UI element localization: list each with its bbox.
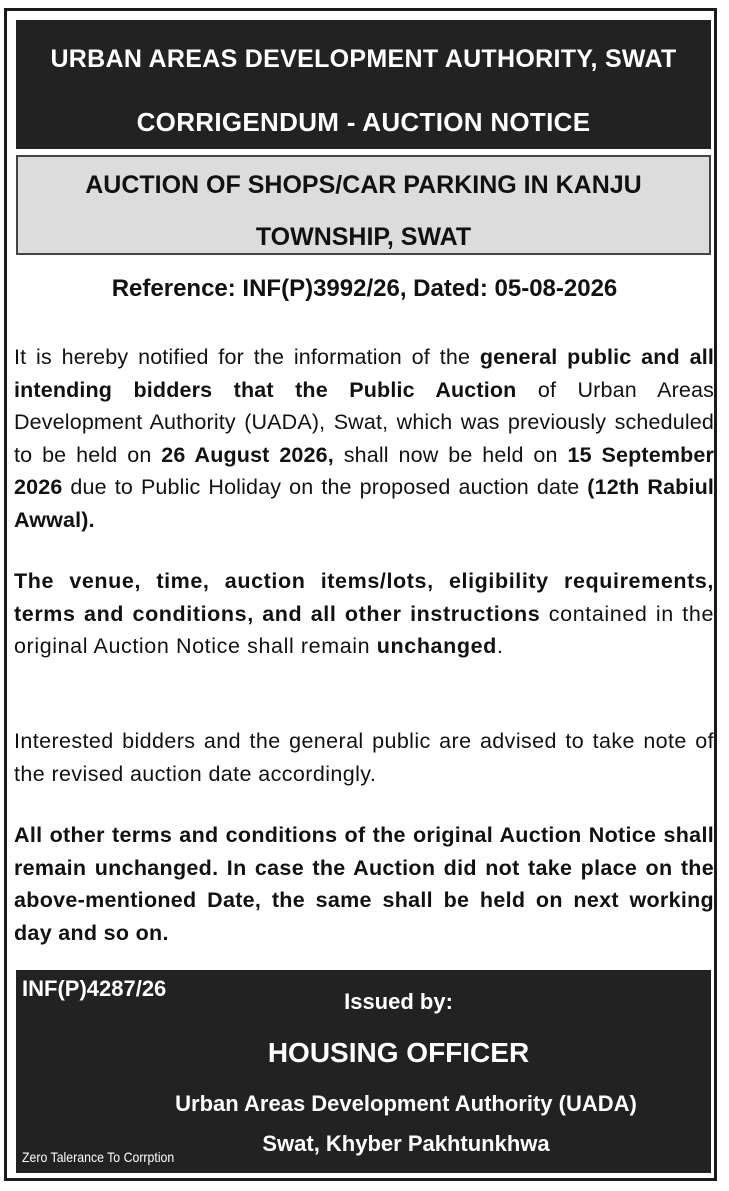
p1-new-date: 15 September 2026 — [14, 442, 714, 500]
subject-line-2: TOWNSHIP, SWAT — [255, 223, 472, 251]
issuing-officer: HOUSING OFFICER — [267, 1037, 530, 1068]
notice-type-title: CORRIGENDUM - AUCTION NOTICE — [136, 107, 591, 137]
p1-old-date: 26 August 2026, — [161, 442, 334, 467]
subject-line-1: AUCTION OF SHOPS/CAR PARKING IN KANJU — [85, 171, 642, 199]
paragraph-advice: Interested bidders and the general public are advised to take note of the revised auction date accordingly. — [14, 729, 714, 786]
notice-subject-box — [16, 155, 711, 255]
p2-text-1: contained in the original Auction Notice shall remain — [14, 601, 714, 659]
p1-text-3: shall now be held on — [333, 442, 568, 467]
p1-text-2: of Urban Areas Development Authority (UADA), Swat, which was previously scheduled to be held on — [14, 377, 714, 467]
p2-text-2: . — [496, 634, 504, 659]
reference-line: Reference: INF(P)3992/26, Dated: 05-08-2026 — [111, 275, 618, 302]
p1-bold-1: general public and all intending bidders that the Public Auction — [14, 345, 714, 402]
issuing-authority: Urban Areas Development Authority (UADA) — [175, 1091, 637, 1116]
footer-reference-number: INF(P)4287/26 — [22, 976, 167, 1001]
issuing-location: Swat, Khyber Pakhtunkhwa — [262, 1131, 550, 1156]
p1-text-1: It is hereby notified for the information of the — [14, 345, 480, 369]
issued-by-label: Issued by: — [344, 989, 453, 1014]
notice-footer — [16, 970, 711, 1173]
paragraph-closing: All other terms and conditions of the original Auction Notice shall remain unchanged. In case the Auction did not take place on the above-mentioned Date, the same shall be held on next working day and so on. — [14, 823, 714, 945]
p1-holiday: (12th Rabiul Awwal). — [14, 475, 714, 532]
p2-bold-1: The venue, time, auction items/lots, eligibility requirements, terms and conditions, and all other instructions — [14, 569, 714, 626]
paragraph-rescheduling — [14, 341, 714, 537]
footer-slogan: Zero Talerance To Corrption — [22, 1149, 175, 1165]
notice-header — [16, 20, 711, 149]
p2-bold-2: unchanged — [376, 634, 497, 659]
authority-title: URBAN AREAS DEVELOPMENT AUTHORITY, SWAT — [50, 45, 677, 73]
paragraph-unchanged-terms — [14, 565, 714, 663]
p1-text-4: due to Public Holiday on the proposed auction date — [62, 475, 588, 500]
